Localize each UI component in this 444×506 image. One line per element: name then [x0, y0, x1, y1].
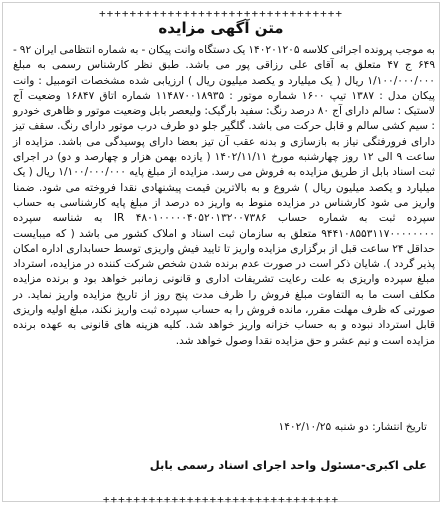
signature: علی اکبری-مسئول واحد اجرای اسناد رسمی بابل	[149, 458, 427, 472]
publication-date: تاریخ انتشار: دو شنبه ۱۴۰۲/۱۰/۲۵	[278, 421, 427, 433]
notice-title: متن آگهی مزایده	[158, 19, 284, 37]
bottom-plus-border: +++++++++++++++++++++++++++++++	[102, 493, 340, 506]
notice-frame	[2, 2, 440, 506]
top-plus-border: ++++++++++++++++++++++++++++++++	[99, 7, 343, 20]
notice-body: به موجب پرونده اجرائی کلاسه ۱۴۰۲۰۱۲۰۵ یک دستگاه وانت پیکان - به شماره انتظامی ایران ۹۲ - ۶۴۹ ج ۴۷ متعلق به آقای علی رزاقی پور می باشد. طبق نظر کارشناس رسمی به مبلغ ۱/۱۰۰/۰۰۰/۰۰۰ ریال ( یک میلیارد و یکصد میلیون ریال ) ارزیابی شده مشخصات اتومبیل : وانت پیکان مدل : ۱۳۸۷ تیپ ۱۶۰۰ شماره موتور : ۱۱۴۸۷۰۰۱۸۹۳۵ شماره اتاق ۱۶۸۴۷ وضعیت آج لاستیک : سالم دارای آج ۸۰ درصد رنگ: سفید بارگیک: ولیعصر بابل وضعیت موتور و ظاهری خودرو : سیم کشی سالم و قابل حرکت می باشد. گلگیر جلو دو طرف درب موتور دارای رنگ. سقف تیز دارای فرورفتگی نیاز به بازسازی و بدنه عقب آن تیز بعضا دارای پوسیدگی می باشد. مزایده از ساعت ۹ الی ۱۲ روز چهارشنبه مورخ ۱۴۰۲/۱۱/۱۱ ( یازده بهمن هزار و چهارصد و دو) در اجرای ثبت اسناد بابل از طریق مزایده به فروش می رسد. مزایده از مبلغ پایه ۱/۱۰۰/۰۰۰/۰۰۰ ریال ( یک میلیارد و یکصد میلیون ریال ) شروع و به بالاترین قیمت پیشنهادی نقدا فروخته می شود. ضمنا واریز می شود کارشناس در مزایده منوط به واریز ده درصد از مبلغ پایه کارشناسی به حساب سپرده ثبت به شماره حساب IR ۴۸۰۱۰۰۰۰۰۴۰۵۲۰۱۳۲۰۰۷۳۸۶ به شناسه سپرده ۹۴۴۱۰۸۵۵۳۱۱۷۰۰۰۰۰۰۰۰ متعلق به سازمان ثبت اسناد و املاک کشور می باشد ( که میبایست حداقل ۲۴ ساعت قبل از برگزاری مزایده واریز تا تایید فیش واریزی توسط حسابداری اداره امکان پذیر گردد ). شایان ذکر است در صورت عدم برنده شدن شخص شرکت کننده در مزایده، استرداد مبلغ سپرده واریزی به علت رعایت تشریفات اداری و قانونی زمانبر خواهد بود و برنده مزایده مکلف است ما به التفاوت مبلغ فروش را ظرف مدت پنج روز از تاریخ مزایده واریز نماید. در صورتی که ظرف مهلت مقرر، مانده فروش را به حساب سپرده ثبت واریز نکند، مبلغ اولیه واریزی قابل استرداد نبوده و به حساب خزانه واریز خواهد شد. کلیه هزینه های قانونی به عهده برنده مزایده است و نیم عشر و حق مزایده نقدا وصول خواهد شد.	[13, 44, 436, 347]
